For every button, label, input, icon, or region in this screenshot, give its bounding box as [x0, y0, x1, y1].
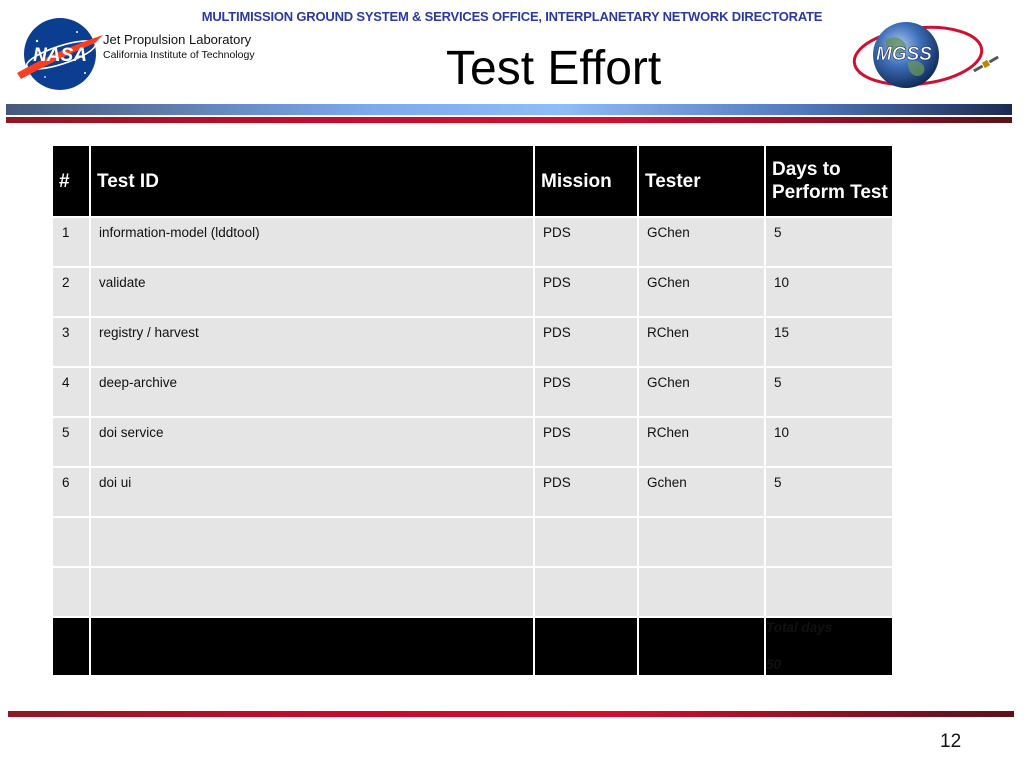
total-row — [52, 617, 893, 676]
total-days-value: 50 — [766, 657, 782, 672]
lab-institution: California Institute of Technology — [103, 49, 255, 61]
column-header-tester: Tester — [638, 145, 765, 217]
table-row — [52, 317, 893, 367]
mgss-logo-text: MGSS — [876, 44, 932, 65]
cell-test-id: registry / harvest — [90, 317, 534, 367]
column-header-days: Days to Perform Test — [765, 145, 893, 217]
cell-test-id: validate — [90, 267, 534, 317]
cell-tester: RChen — [638, 317, 765, 367]
cell-days: 10 — [765, 417, 893, 467]
column-header-number: # — [52, 145, 90, 217]
total-cell-empty — [52, 617, 90, 676]
nasa-logo-text: NASA — [33, 45, 87, 66]
mgss-logo — [846, 10, 1024, 102]
cell-test-id — [90, 517, 534, 567]
cell-mission: PDS — [534, 317, 638, 367]
cell-tester: GChen — [638, 367, 765, 417]
test-effort-table — [51, 144, 894, 677]
total-cell-empty — [638, 617, 765, 676]
total-cell-empty — [534, 617, 638, 676]
footer-red-bar — [8, 711, 1014, 717]
cell-tester: GChen — [638, 267, 765, 317]
lab-name: Jet Propulsion Laboratory — [103, 32, 252, 47]
cell-number — [52, 567, 90, 617]
table-row — [52, 567, 893, 617]
nasa-logo — [15, 15, 105, 93]
cell-test-id: doi service — [90, 417, 534, 467]
cell-days: 5 — [765, 367, 893, 417]
table-header-row — [52, 145, 893, 217]
cell-days: 15 — [765, 317, 893, 367]
cell-test-id: doi ui — [90, 467, 534, 517]
cell-number: 2 — [52, 267, 90, 317]
cell-number: 3 — [52, 317, 90, 367]
cell-days: 5 — [765, 467, 893, 517]
column-header-test-id: Test ID — [90, 145, 534, 217]
org-header-line: MULTIMISSION GROUND SYSTEM & SERVICES OFFICE, INTERPLANETARY NETWORK DIRECTORATE — [201, 9, 823, 24]
total-cell-empty — [90, 617, 534, 676]
cell-tester — [638, 567, 765, 617]
slide-title: Test Effort — [446, 42, 662, 95]
cell-tester: Gchen — [638, 467, 765, 517]
cell-number: 4 — [52, 367, 90, 417]
cell-number — [52, 517, 90, 567]
page-number: 12 — [940, 731, 962, 752]
header-red-bar — [6, 117, 1012, 123]
cell-days: 5 — [765, 217, 893, 267]
cell-test-id: information-model (lddtool) — [90, 217, 534, 267]
cell-test-id — [90, 567, 534, 617]
cell-mission: PDS — [534, 417, 638, 467]
cell-days: 10 — [765, 267, 893, 317]
table-row — [52, 417, 893, 467]
cell-mission — [534, 517, 638, 567]
cell-number: 6 — [52, 467, 90, 517]
column-header-mission: Mission — [534, 145, 638, 217]
table-row — [52, 367, 893, 417]
cell-mission: PDS — [534, 217, 638, 267]
table-row — [52, 467, 893, 517]
cell-mission: PDS — [534, 267, 638, 317]
cell-number: 1 — [52, 217, 90, 267]
cell-tester: GChen — [638, 217, 765, 267]
cell-days — [765, 517, 893, 567]
cell-days — [765, 567, 893, 617]
header-blue-bar — [6, 104, 1012, 115]
table-row — [52, 517, 893, 567]
total-days-label: Total days — [766, 620, 833, 635]
total-days-cell — [765, 617, 893, 676]
cell-number: 5 — [52, 417, 90, 467]
table-row — [52, 217, 893, 267]
cell-mission: PDS — [534, 467, 638, 517]
cell-tester: RChen — [638, 417, 765, 467]
table-row — [52, 267, 893, 317]
cell-mission — [534, 567, 638, 617]
cell-mission: PDS — [534, 367, 638, 417]
cell-tester — [638, 517, 765, 567]
cell-test-id: deep-archive — [90, 367, 534, 417]
